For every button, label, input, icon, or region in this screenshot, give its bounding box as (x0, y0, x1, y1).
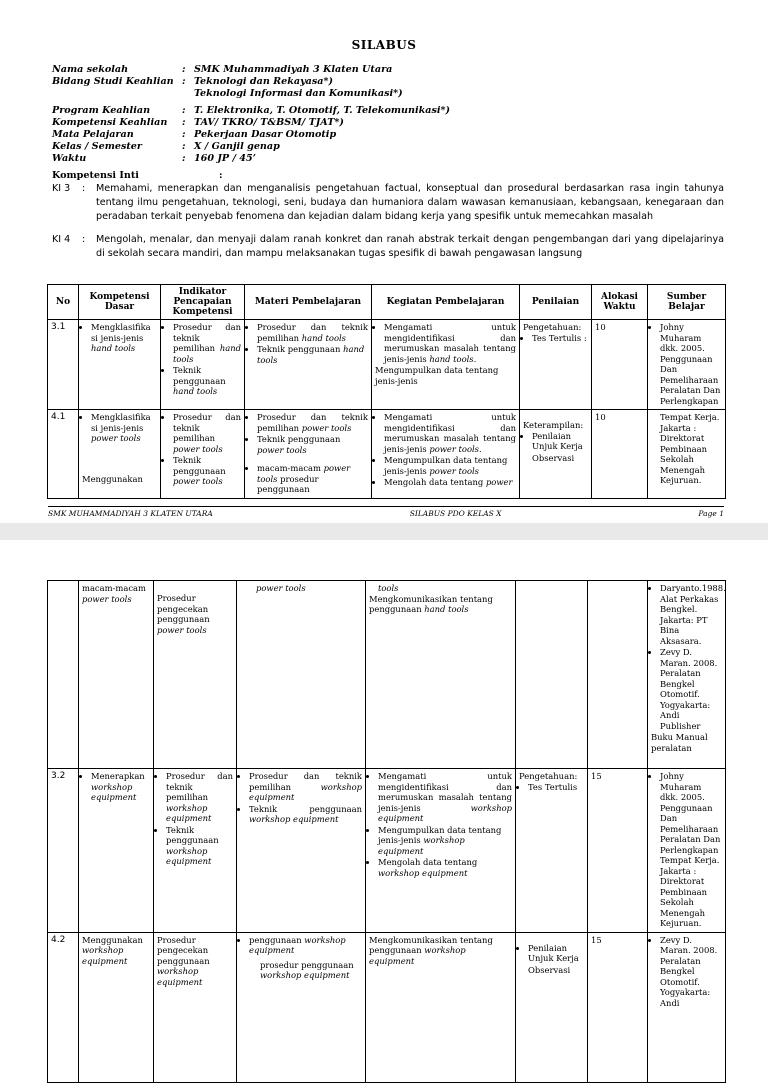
materi-cell: power tools (237, 581, 366, 769)
sumber-cell: • Zevy D. Maran. 2008. Peralatan Bengkel Otomotif. Yogyakarta: Andi (648, 932, 726, 1082)
indikator-cell: • Prosedur dan teknik pemilihan workshop equipment • Teknik penggunaan workshop equipment (154, 769, 237, 933)
info-value: 160 JP / 45’ (194, 153, 256, 164)
table-row (48, 410, 726, 499)
sumber-cell: Tempat Kerja. Jakarta : Direktorat Pembinaan Sekolah Menengah Kejuruan. (648, 410, 726, 499)
info-key: Waktu (52, 153, 87, 164)
kompetensi-dasar-cell: • Mengklasifika si jenis-jenis hand tools (79, 320, 161, 410)
table-row (48, 769, 726, 933)
page-footer (48, 506, 724, 518)
kegiatan-cell: • Mengamati untuk mengidentifikasi dan merumuskan masalah tentang jenis-jenis workshop equipment • Mengumpulkan data tentang jenis-jenis workshop equipment • Mengolah data tentang workshop equipment (366, 769, 516, 933)
table-row (48, 932, 726, 1082)
table-row (48, 581, 726, 769)
sumber-cell: • Johny Muharam dkk. 2005. Penggunaan Dan Pemeliharaan Peralatan Dan Perlengkapan (648, 320, 726, 410)
ki4-paragraph: KI 4 : Mengolah, menalar, dan menyaji dalam ranah konkret dan ranah abstrak terkait dengan pengembangan dari yang dipelajarinya di sekolah secara mandiri, dan mampu melaksanakan tugas spesifik di bawah pengawasan langsung (52, 234, 724, 259)
info-key: Bidang Studi Keahlian (52, 76, 174, 87)
ki3-paragraph: KI 3 : Memahami, menerapkan dan menganalisis pengetahuan factual, konseptual dan prosedural berdasarkan rasa ingin tahunya tentang ilmu pengetahuan, teknologi, seni, budaya dan humaniora dalam wawasan kemanusiaan, kebangsaan, kenegaraan dan peradaban terkait penyebab fenomena dan kejadian dalam bidang kerja yang spesifik untuk memecahkan masalah (52, 183, 724, 222)
info-key: Kelas / Semester (52, 141, 142, 152)
syllabus-table-page-1 (47, 284, 726, 499)
column-header: Kegiatan Pembelajaran (372, 285, 520, 320)
penilaian-cell: • Penilaian Unjuk Kerja Observasi (516, 932, 588, 1082)
info-value: T. Elektronika, T. Otomotif, T. Telekomunikasi*) (194, 105, 451, 116)
info-key: Nama sekolah (52, 64, 129, 75)
info-row: Kelas / Semester : X / Ganjil genap (52, 141, 280, 152)
footer-title: SILABUS PDO KELAS X (409, 509, 502, 518)
column-header: Indikator Pencapaian Kompetensi (161, 285, 245, 320)
alokasi-cell: 15 (588, 932, 648, 1082)
info-row: Waktu : 160 JP / 45’ (52, 153, 256, 164)
column-header: Alokasi Waktu (592, 285, 648, 320)
indikator-cell: Prosedur pengecekan penggunaan workshop equipment (154, 932, 237, 1082)
alokasi-cell: 10 (592, 410, 648, 499)
page-1 (0, 0, 768, 523)
row-number: 3.1 (48, 320, 79, 410)
info-value: X / Ganjil genap (194, 141, 280, 152)
indikator-cell: Prosedur pengecekan penggunaan power tools (154, 581, 237, 769)
column-header: No (48, 285, 79, 320)
syllabus-table-page-2 (47, 580, 726, 1083)
materi-cell: • Prosedur dan teknik pemilihan power tools • Teknik penggunaan power tools • macam-macam power tools prosedur penggunaan (245, 410, 372, 499)
penilaian-cell: Keterampilan: • Penilaian Unjuk Kerja Observasi (520, 410, 592, 499)
info-row (52, 88, 450, 100)
kompetensi-inti-heading: Kompetensi Inti : (52, 170, 223, 181)
info-value: Teknologi dan Rekayasa*) (194, 76, 334, 87)
info-value: SMK Muhammadiyah 3 Klaten Utara (194, 64, 393, 75)
kompetensi-dasar-cell: Menggunakan workshop equipment (79, 932, 154, 1082)
row-number: 4.2 (48, 932, 79, 1082)
page-separator (0, 523, 768, 540)
alokasi-cell: 15 (588, 769, 648, 933)
materi-cell: • Prosedur dan teknik pemilihan hand tools • Teknik penggunaan hand tools (245, 320, 372, 410)
info-key: Program Keahlian (52, 105, 151, 116)
row-number: 3.2 (48, 769, 79, 933)
table-header-row (48, 285, 726, 320)
info-value: Teknologi Informasi dan Komunikasi*) (194, 88, 403, 99)
alokasi-cell: 10 (592, 320, 648, 410)
column-header: Kompetensi Dasar (79, 285, 161, 320)
kegiatan-cell: tools Mengkomunikasikan tentang penggunaan hand tools (366, 581, 516, 769)
info-value: Pekerjaan Dasar Otomotip (194, 129, 337, 140)
kompetensi-dasar-cell: • Mengklasifika si jenis-jenis power tools Menggunakan (79, 410, 161, 499)
info-value: TAV/ TKRO/ T&BSM/ TJAT*) (194, 117, 344, 128)
kompetensi-dasar-cell: macam-macam power tools (79, 581, 154, 769)
identity-block (52, 64, 450, 165)
materi-cell: • Prosedur dan teknik pemilihan workshop equipment • Teknik penggunaan workshop equipment (237, 769, 366, 933)
footer-school: SMK MUHAMMADIYAH 3 KLATEN UTARA (48, 509, 213, 518)
penilaian-cell: Pengetahuan: • Tes Tertulis : (520, 320, 592, 410)
column-header: Materi Pembelajaran (245, 285, 372, 320)
info-row: Kompetensi Keahlian : TAV/ TKRO/ T&BSM/ TJAT*) (52, 117, 344, 128)
indikator-cell: • Prosedur dan teknik pemilihan power tools • Teknik penggunaan power tools (161, 410, 245, 499)
table-row (48, 320, 726, 410)
info-row: Nama sekolah : SMK Muhammadiyah 3 Klaten Utara (52, 64, 393, 75)
kegiatan-cell: • Mengamati untuk mengidentifikasi dan merumuskan masalah tentang jenis-jenis power tools. • Mengumpulkan data tentang jenis-jenis power tools • Mengolah data tentang power (372, 410, 520, 499)
page-2 (0, 540, 768, 1024)
indikator-cell: • Prosedur dan teknik pemilihan hand tools • Teknik penggunaan hand tools (161, 320, 245, 410)
kegiatan-cell: Mengkomunikasikan tentang penggunaan workshop equipment (366, 932, 516, 1082)
info-key: Kompetensi Keahlian (52, 117, 168, 128)
info-row: Mata Pelajaran : Pekerjaan Dasar Otomotip (52, 129, 337, 140)
row-number: 4.1 (48, 410, 79, 499)
document-title: SILABUS (351, 38, 417, 52)
info-key (52, 88, 182, 100)
info-row: Program Keahlian : T. Elektronika, T. Otomotif, T. Telekomunikasi*) (52, 105, 451, 116)
footer-page-number: Page 1 (698, 509, 724, 518)
materi-cell: • penggunaan workshop equipment prosedur penggunaan workshop equipment (237, 932, 366, 1082)
sumber-cell: • Daryanto.1988. Alat Perkakas Bengkel. Jakarta: PT Bina Aksasara. • Zevy D. Maran. 2008. Peralatan Bengkel Otomotif. Yogyakarta: Andi Publisher Buku Manual peralatan (648, 581, 726, 769)
sumber-cell: • Johny Muharam dkk. 2005. Penggunaan Dan Pemeliharaan Peralatan Dan Perlengkapan Tempat Kerja. Jakarta : Direktorat Pembinaan Sekolah Menengah Kejuruan. (648, 769, 726, 933)
penilaian-cell (516, 581, 588, 769)
penilaian-cell: Pengetahuan: • Tes Tertulis (516, 769, 588, 933)
row-number (48, 581, 79, 769)
kegiatan-cell: • Mengamati untuk mengidentifikasi dan merumuskan masalah tentang jenis-jenis hand tools. Mengumpulkan data tentang jenis-jenis (372, 320, 520, 410)
info-key: Mata Pelajaran (52, 129, 134, 140)
alokasi-cell (588, 581, 648, 769)
column-header: Penilaian (520, 285, 592, 320)
info-row: Bidang Studi Keahlian : Teknologi dan Rekayasa*) (52, 76, 334, 87)
column-header: Sumber Belajar (648, 285, 726, 320)
kompetensi-dasar-cell: • Menerapkan workshop equipment (79, 769, 154, 933)
